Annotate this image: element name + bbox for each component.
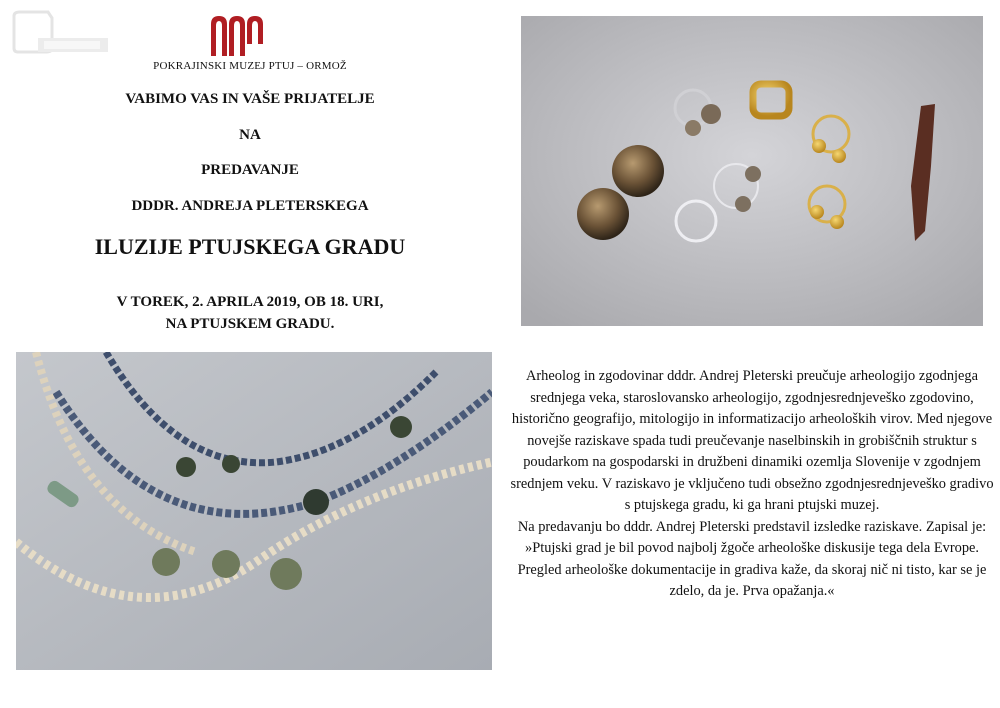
- museum-name: POKRAJINSKI MUZEJ PTUJ – ORMOŽ: [153, 60, 347, 72]
- invitation-line: VABIMO VAS IN VAŠE PRIJATELJE: [125, 91, 375, 107]
- event-date-line: V TOREK, 2. APRILA 2019, OB 18. URI,: [116, 294, 384, 310]
- event-date: [40, 291, 460, 335]
- lecture-description: [509, 366, 995, 603]
- event-place-line: NA PTUJSKEM GRADU.: [165, 316, 335, 332]
- lecture-title: ILUZIJE PTUJSKEGA GRADU: [94, 234, 406, 259]
- jewelry-photo: [521, 16, 983, 326]
- quote-paragraph: »Ptujski grad je bil povod najbolj žgoče arheološke diskusije tega dela Evrope. Pregled arheološke dokumentacije in gradiva kaže, da skoraj nič ni tisto, kar se je zdelo, da je. Prva opažanja.«: [517, 540, 987, 599]
- description-paragraph-2: Na predavanju bo dddr. Andrej Pleterski predstavil izsledke raziskave. Zapisal je:: [517, 518, 987, 535]
- lecture-label: PREDAVANJE: [201, 162, 299, 178]
- museum-logo: [209, 14, 265, 58]
- bead-necklaces-photo: [16, 352, 492, 670]
- invitation-na: NA: [239, 127, 261, 143]
- watermark-logo: [8, 8, 118, 56]
- speaker-name: DDDR. ANDREJA PLETERSKEGA: [131, 198, 369, 214]
- description-paragraph: Arheolog in zgodovinar dddr. Andrej Pleterski preučuje arheologijo zgodnjega srednjega veka, staroslovansko arheologijo, zgodnjesrednjeveško zgodovino, historično geografijo, mitologijo in informatizacijo arheoloških virov. Med njegove novejše raziskave spada tudi preučevanje naselbinskih in grobiščnih struktur s poudarkom na gospodarski in družbeni dinamiki ozemlja Slovenije v zgodnjem srednjem veku. V raziskavo je vključeno tudi obsežno zgodnjesrednjeveško gradivo s ptujskega gradu, ki ga hrani ptujski muzej.: [510, 368, 994, 513]
